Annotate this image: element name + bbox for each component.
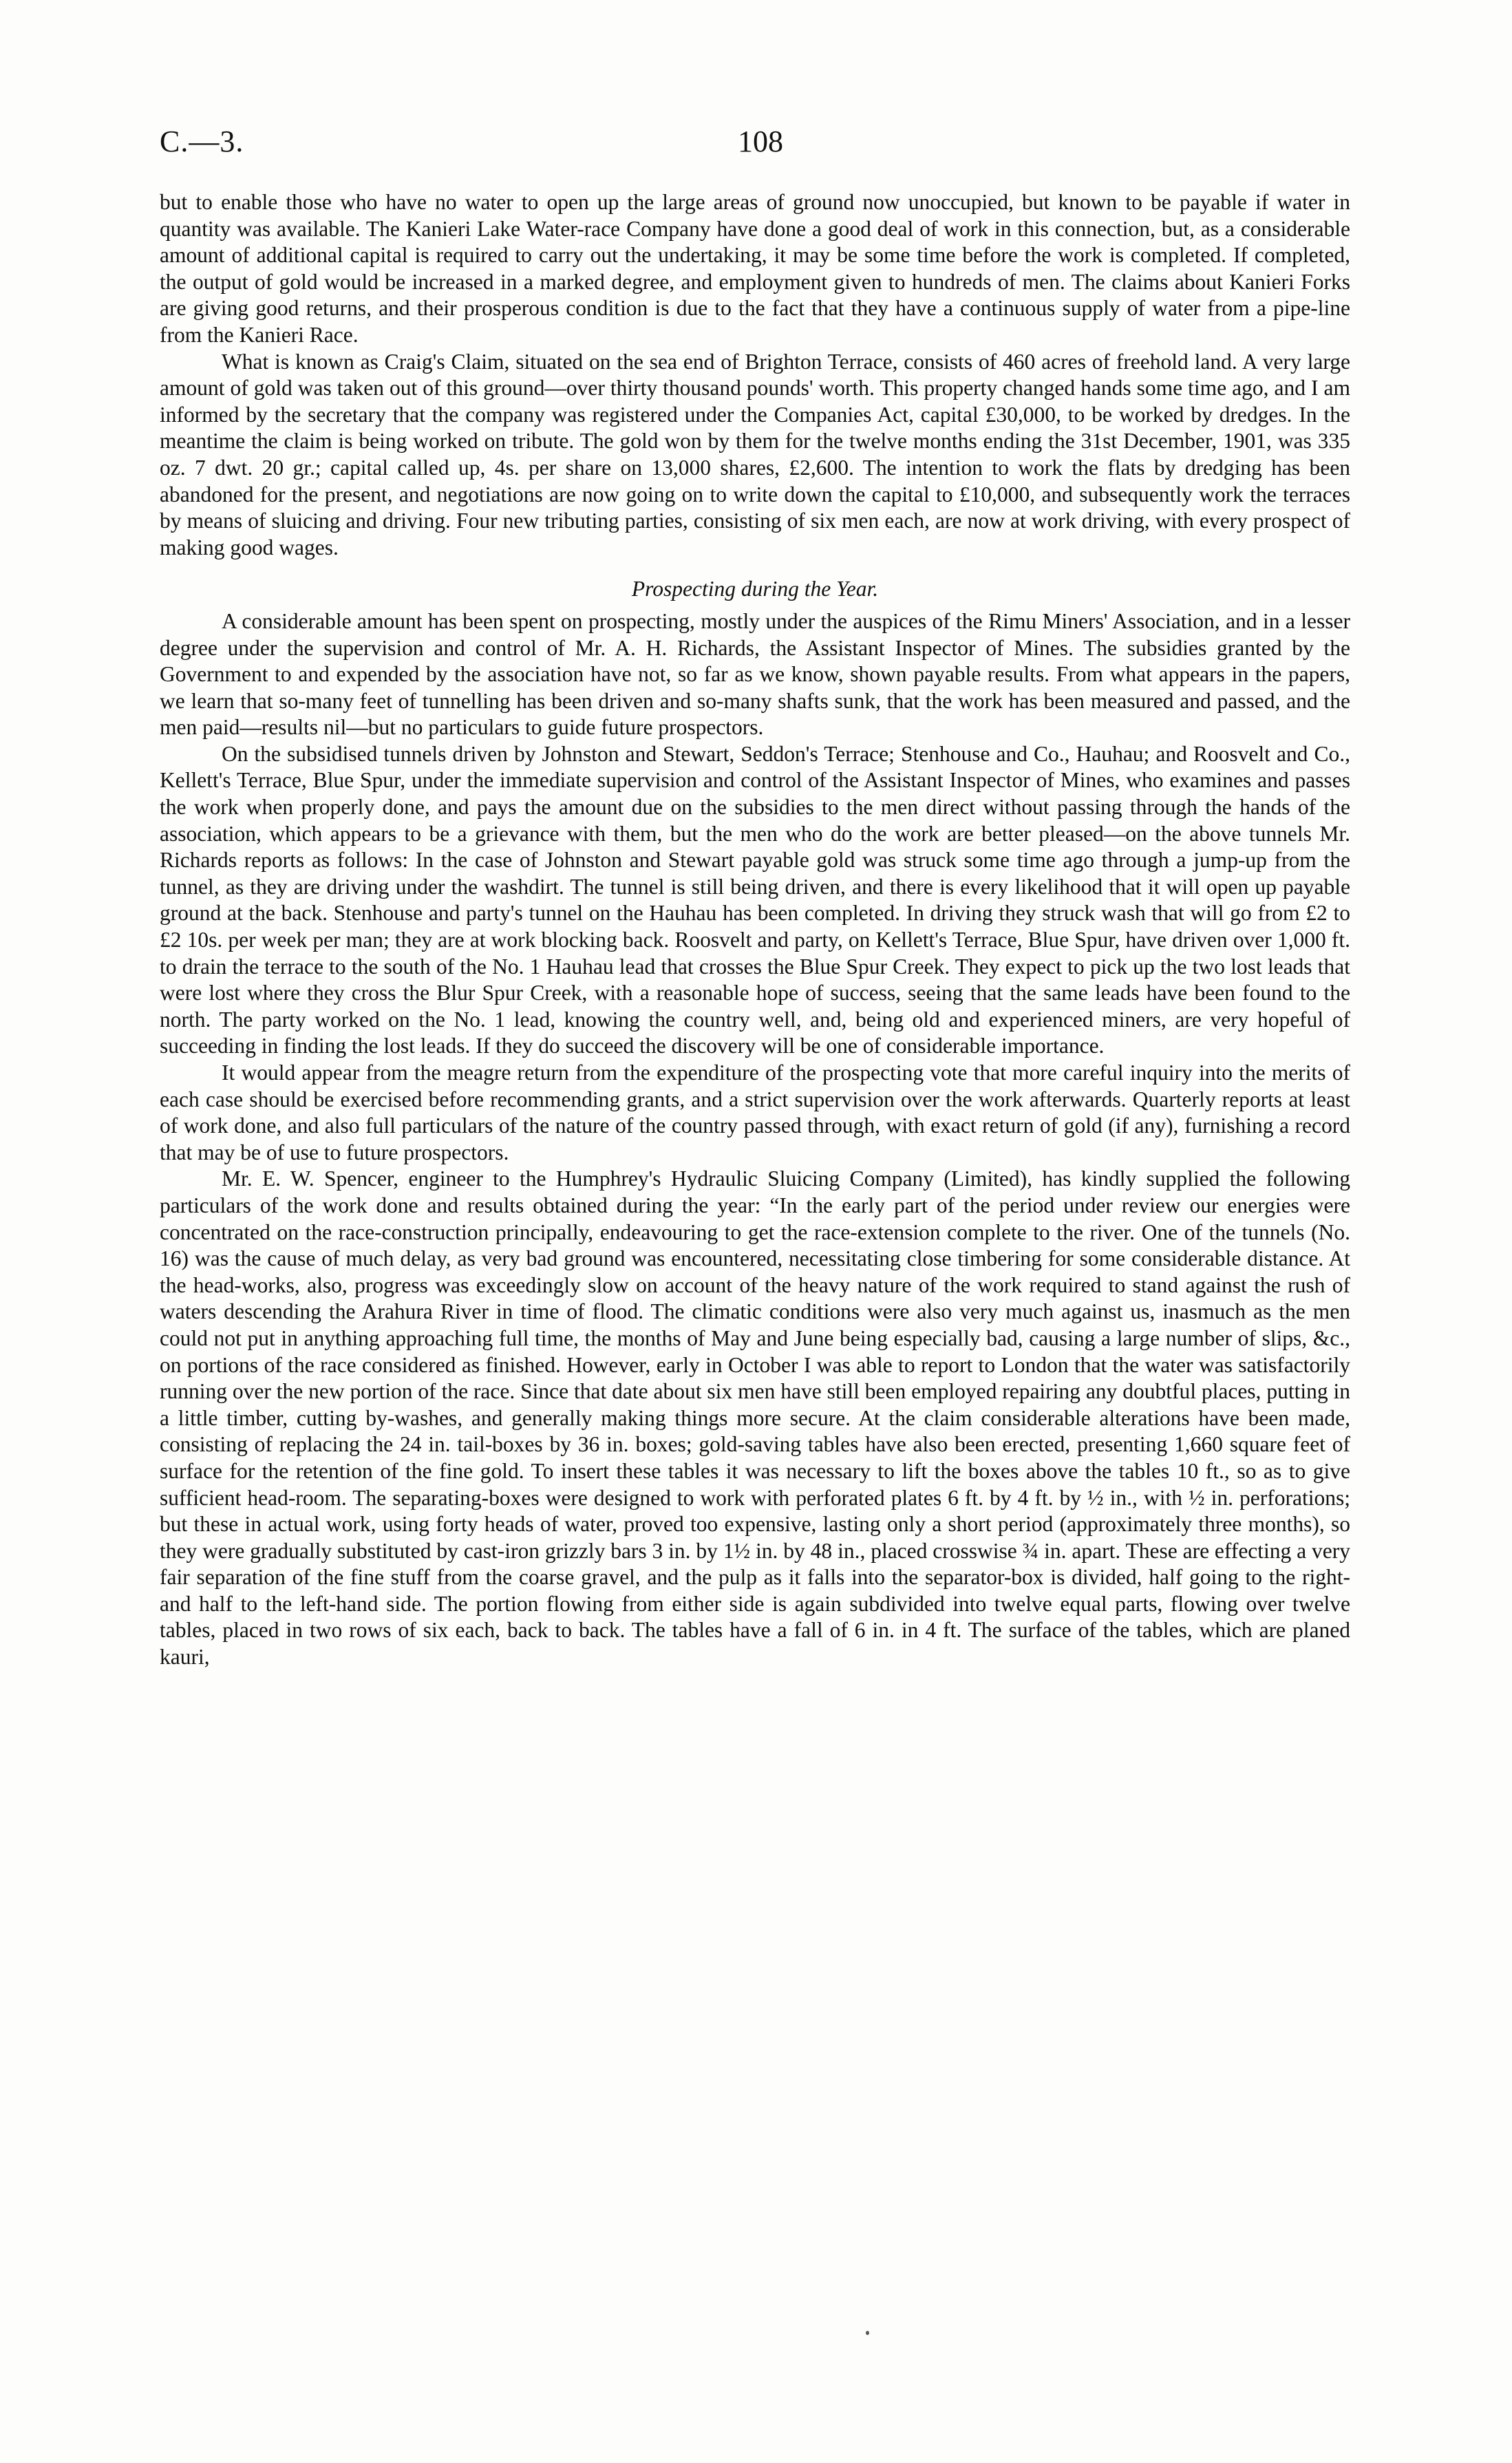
page-header (160, 124, 1343, 165)
page-number: 108 (738, 125, 783, 158)
section-heading: Prospecting during the Year. (631, 577, 879, 601)
ink-speck (866, 2331, 869, 2335)
paragraph-5: It would appear from the meagre return from the expenditure of the prospecting vote that more careful inquiry into the merits of each case should be exercised before recommending grants, and a strict supervision over the work afterwards. Quarterly reports at least of work done, and also full particulars of the nature of the country passed through, with exact return of gold (if any), furnishing a record that may be of use to future prospectors. (160, 1060, 1350, 1164)
paragraph-2: What is known as Craig's Claim, situated on the sea end of Brighton Terrace, consists of 460 acres of freehold land. A very large amount of gold was taken out of this ground—over thirty thousand pounds' worth. This property changed hands some time ago, and I am informed by the secretary that the company was registered under the Companies Act, capital £30,000, to be worked by dredges. In the meantime the claim is being worked on tribute. The gold won by them for the twelve months ending the 31st December, 1901, was 335 oz. 7 dwt. 20 gr.; capital called up, 4s. per share on 13,000 shares, £2,600. The intention to work the flats by dredging has been abandoned for the present, and negotiations are now going on to write down the capital to £10,000, and subsequently work the terraces by means of sluicing and driving. Four new tributing parties, consisting of six men each, are now at work driving, with every prospect of making good wages. (160, 349, 1350, 559)
document-code: C.—3. (160, 125, 244, 158)
body-text (160, 189, 1350, 1671)
paragraph-4: On the subsidised tunnels driven by Johnston and Stewart, Seddon's Terrace; Stenhouse and Co., Hauhau; and Roosvelt and Co., Kellett's Terrace, Blue Spur, under the immediate supervision and control of the Assistant Inspector of Mines, who examines and passes the work when properly done, and pays the amount due on the subsidies to the men direct without passing through the hands of the association, which appears to be a grievance with them, but the men who do the work are better pleased—on the above tunnels Mr. Richards reports as follows: In the case of Johnston and Stewart payable gold was struck some time ago through a jump-up from the tunnel, as they are driving under the washdirt. The tunnel is still being driven, and there is every likelihood that it will open up payable ground at the back. Stenhouse and party's tunnel on the Hauhau has been completed. In driving they struck wash that will go from £2 to £2 10s. per week per man; they are at work blocking back. Roosvelt and party, on Kellett's Terrace, Blue Spur, have driven over 1,000 ft. to drain the terrace to the south of the No. 1 Hauhau lead that crosses the Blue Spur Creek. They expect to pick up the two lost leads that were lost where they cross the Blur Spur Creek, with a reasonable hope of success, seeing that the same leads have been found to the north. The party worked on the No. 1 lead, knowing the country well, and, being old and experienced miners, are very hopeful of succeeding in finding the lost leads. If they do succeed the discovery will be one of considerable importance. (160, 741, 1350, 1058)
paragraph-6: Mr. E. W. Spencer, engineer to the Humphrey's Hydraulic Sluicing Company (Limited), has kindly supplied the following particulars of the work done and results obtained during the year: “In the early part of the period under review our energies were concentrated on the race-construction principally, endeavouring to get the race-extension complete to the river. One of the tunnels (No. 16) was the cause of much delay, as very bad ground was encountered, necessitating close timbering for some considerable distance. At the head-works, also, progress was exceedingly slow on account of the heavy nature of the work required to stand against the rush of waters descending the Arahura River in time of flood. The climatic conditions were also very much against us, inasmuch as the men could not put in anything approaching full time, the months of May and June being especially bad, causing a large number of slips, &c., on portions of the race considered as finished. However, early in October I was able to report to London that the water was satisfactorily running over the new portion of the race. Since that date about six men have still been employed repairing any doubtful places, putting in a little timber, cutting by-washes, and generally making things more secure. At the claim considerable alterations have been made, consisting of replacing the 24 in. tail-boxes by 36 in. boxes; gold-saving tables have also been erected, presenting 1,660 square feet of surface for the retention of the fine gold. To insert these tables it was necessary to lift the boxes above the tables 10 ft., so as to give sufficient head-room. The separating-boxes were designed to work with perforated plates 6 ft. by 4 ft. by ½ in., with ½ in. perforations; but these in actual work, using forty heads of water, proved too expensive, lasting only a short period (approximately three months), so they were gradually substituted by cast-iron grizzly bars 3 in. by 1½ in. by 48 in., placed crosswise ¾ in. apart. These are effecting a very fair separation of the fine stuff from the coarse gravel, and the pulp as it falls into the separator-box is divided, half going to the right- and half to the left-hand side. The portion flowing from either side is again subdivided into twelve equal parts, flowing over twelve tables, placed in two rows of six each, back to back. The tables have a fall of 6 in. in 4 ft. The surface of the tables, which are planed kauri, (160, 1166, 1350, 1670)
paragraph-3: A considerable amount has been spent on prospecting, mostly under the auspices of the Rimu Miners' Association, and in a lesser degree under the supervision and control of Mr. A. H. Richards, the Assistant Inspector of Mines. The subsidies granted by the Government to and expended by the association have not, so far as we know, shown payable results. From what appears in the papers, we learn that so-many feet of tunnelling has been driven and so-many shafts sunk, that the work has been measured and passed, and the men paid—results nil—but no particulars to guide future prospectors. (160, 608, 1350, 740)
paragraph-1: but to enable those who have no water to open up the large areas of ground now unoccupied, but known to be payable if water in quantity was available. The Kanieri Lake Water-race Company have done a good deal of work in this connection, but, as a considerable amount of additional capital is required to carry out the undertaking, it may be some time before the work is completed. If completed, the output of gold would be increased in a marked degree, and employment given to hundreds of men. The claims about Kanieri Forks are giving good returns, and their prosperous condition is due to the fact that they have a continuous supply of water from a pipe-line from the Kanieri Race. (160, 190, 1350, 347)
